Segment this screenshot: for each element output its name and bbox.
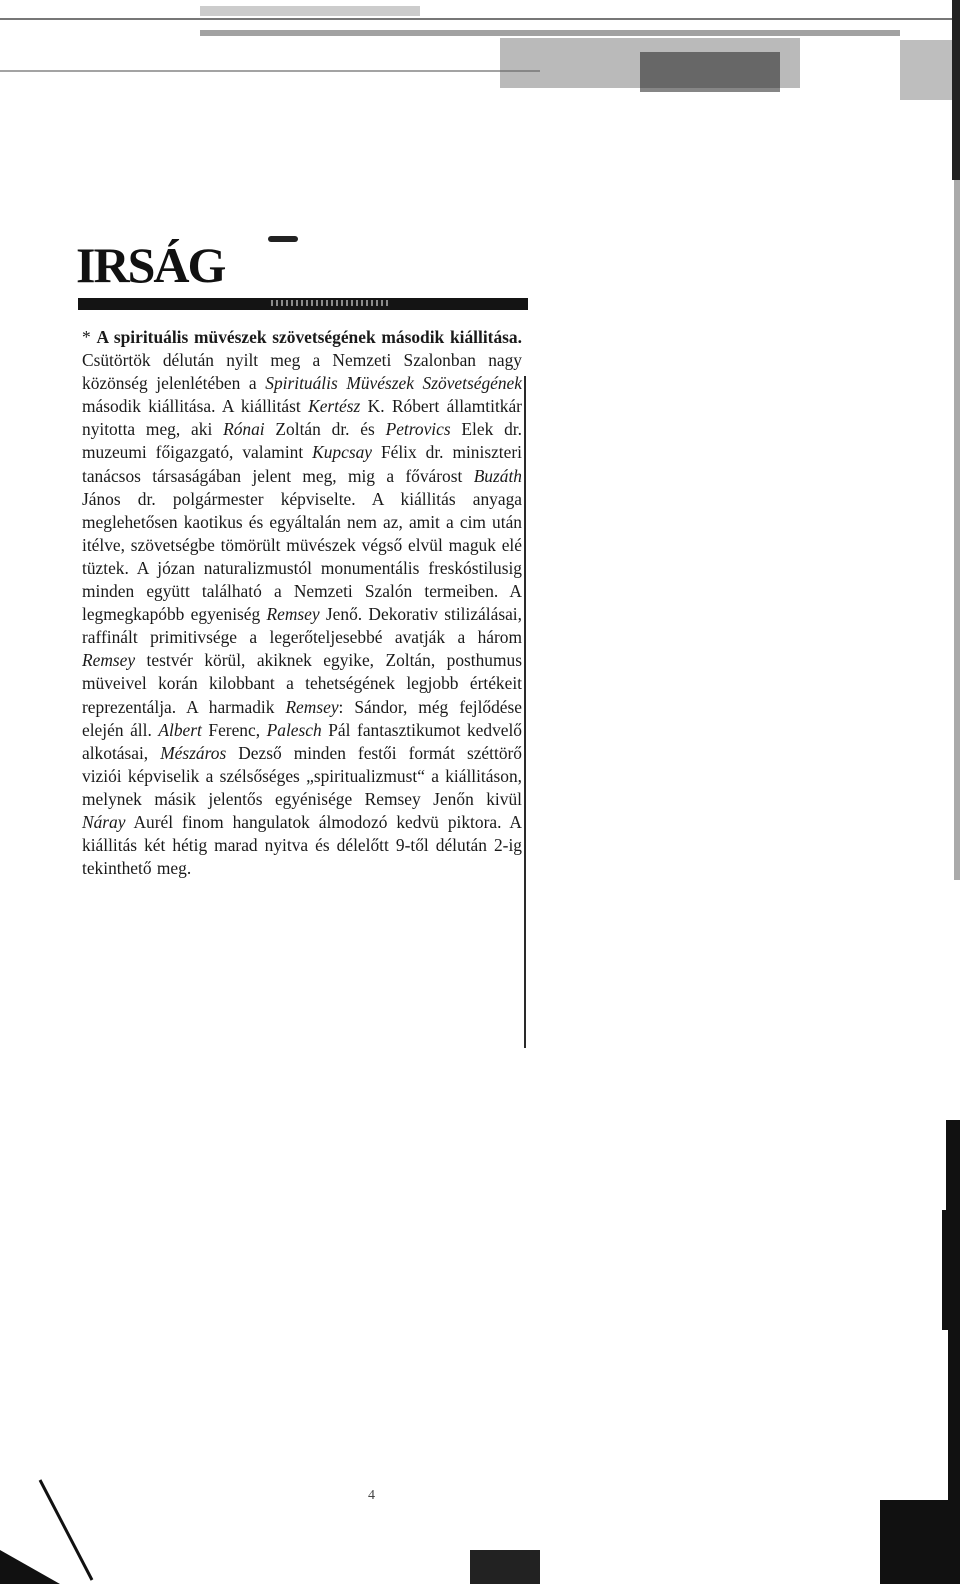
article-name-italic: Albert [158, 719, 202, 740]
article-bullet: * [82, 327, 91, 347]
article-text: Ferenc, [201, 719, 267, 740]
masthead-mark [268, 236, 298, 242]
article-name-italic: Rónai [223, 419, 265, 440]
article-name-italic: Mészáros [160, 742, 227, 763]
article-name-italic: Remsey [82, 650, 136, 671]
article-name-italic: Buzáth [473, 465, 522, 486]
article-text: testvér körül, akiknek egyike, Zoltán, posthumus müveivel korán kilobbant a tehetségének legjobb értékeit reprezentálja. A harmadik [82, 650, 522, 717]
article-text: Csütörtök délután nyilt meg a Nemzeti Szalonban nagy közönség jelenlétében a [82, 350, 522, 394]
article-body [82, 350, 522, 878]
article-text: Jenő. Dekorativ stilizálásai, raffinált primitivsége a legerőteljesebbé avatják a három [82, 604, 522, 648]
article-heading: A spirituális müvészek szövetségének második kiállitása. [96, 327, 522, 347]
article-text: János dr. polgármester képviselte. A kiállitás anyaga meglehetősen kaotikus és egyáltalán nem az, amit a cim után itélve, szövetségbe tömörült müvészek végső elvül maguk elé tüztek. A józan naturalizmustól monumentális freskóstilusig minden együtt található a Nemzeti Szalón termeiben. A legmegkapóbb egyeniség [82, 488, 522, 625]
article-name-italic: Petrovics [385, 419, 451, 440]
article-name-italic: Remsey [285, 696, 339, 717]
scan-noise-top [0, 0, 960, 120]
article-text: Aurél finom hangulatok álmodozó kedvü piktora. A kiállitás két hétig marad nyitva és délelőtt 9-től délután 2-ig tekinthető meg. [82, 811, 522, 879]
article [82, 326, 522, 880]
masthead-title: IRSÁG [76, 237, 225, 293]
article-text: Félix dr. miniszteri tanácsos társaságában jelent meg, mig a fővárost [82, 442, 522, 486]
scan-noise-bottom [0, 1470, 960, 1584]
article-name-italic: Palesch [266, 719, 322, 740]
article-name-italic: Kertész [308, 396, 361, 417]
article-text: K. Róbert államtitkár nyitotta meg, aki [82, 396, 522, 440]
article-name-italic: Náray [82, 811, 126, 832]
column-rule [524, 376, 526, 1048]
article-name-italic: Remsey [266, 604, 320, 625]
article-text: második kiállitása. A kiállitást [82, 396, 309, 417]
article-text: Dezső minden festői formát széttörő viziói képviselik a szélsőséges „spiritualizmust“ a kiállitáson, melynek másik jelentős egyénisége Remsey Jenőn kivül [82, 742, 522, 809]
article-text: Elek dr. muzeumi főigazgató, valamint [82, 419, 522, 463]
article-text: Zoltán dr. és [264, 419, 386, 440]
page-number: 4 [368, 1488, 375, 1503]
section-rule [78, 298, 528, 310]
article-name-italic: Kupcsay [312, 442, 373, 463]
article-text: Pál fantasztikumot kedvelő alkotásai, [82, 719, 523, 763]
article-name-italic: Spirituális Müvészek Szövetségének [265, 373, 522, 394]
article-text: : Sándor, még fejlődése elején áll. [82, 696, 522, 740]
scan-noise-right-edge [938, 0, 960, 1584]
